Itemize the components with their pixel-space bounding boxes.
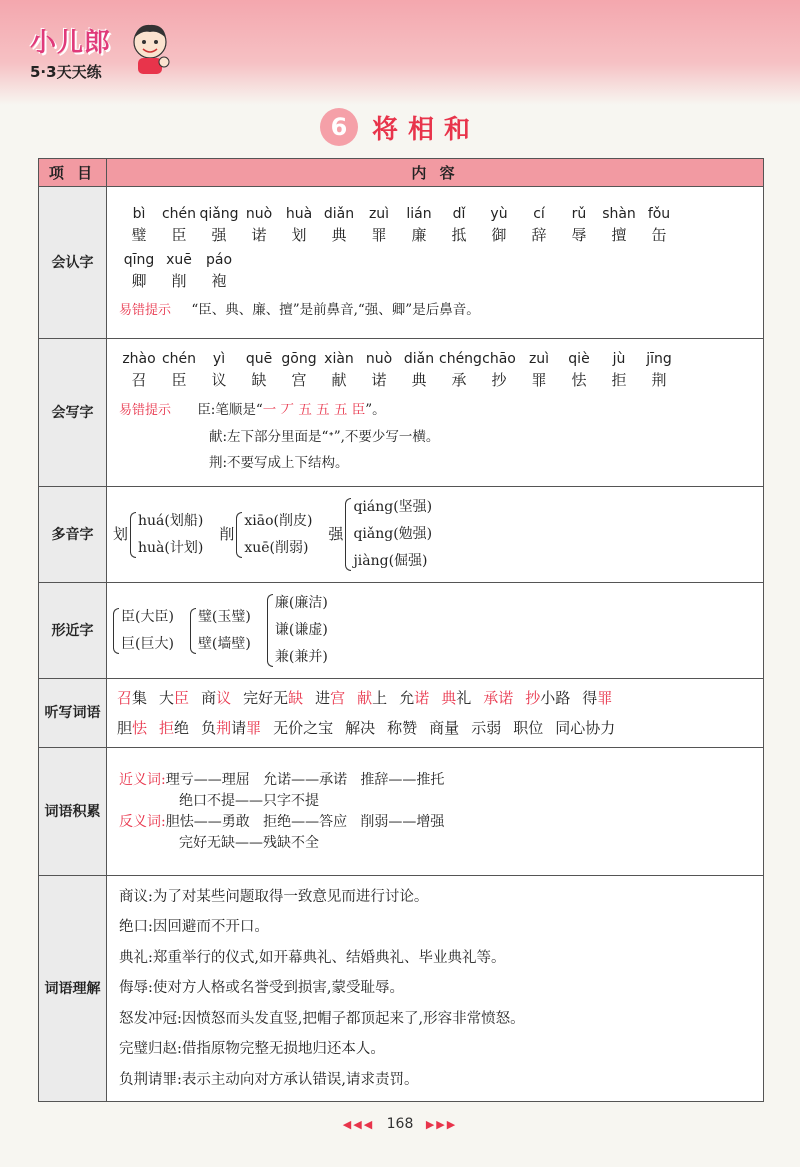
hanzi: 抄 bbox=[491, 371, 507, 389]
table-header-row bbox=[39, 159, 764, 187]
pinyin: jù bbox=[612, 351, 626, 367]
row-duoyinzi bbox=[39, 487, 764, 583]
lesson-title bbox=[0, 108, 800, 146]
hanzi: 廉 bbox=[411, 226, 427, 245]
dictation-word bbox=[315, 689, 345, 707]
definition-line: 侮辱:使对方人格或名誉受到损害,蒙受耻辱。 bbox=[119, 980, 404, 997]
char-cell bbox=[399, 204, 439, 246]
dictation-char: 同心协力 bbox=[555, 719, 616, 737]
char-cell bbox=[479, 204, 519, 246]
pinyin: rǔ bbox=[571, 206, 587, 223]
brace-groups bbox=[113, 590, 753, 671]
pinyin: páo bbox=[205, 252, 233, 269]
header-item: 项 目 bbox=[39, 159, 107, 187]
brace-icon bbox=[345, 498, 351, 571]
row-huirenzi bbox=[39, 187, 764, 339]
brace-item: 廉(廉洁) bbox=[274, 595, 328, 611]
synonym-text: 绝口不提——只字不提 bbox=[179, 792, 319, 809]
brand-logo-area bbox=[30, 22, 111, 82]
hanzi: 缶 bbox=[651, 226, 667, 245]
study-table bbox=[38, 158, 764, 1102]
char-cell bbox=[119, 250, 159, 292]
dictation-word bbox=[243, 689, 303, 707]
brace-icon bbox=[190, 608, 196, 654]
row-label-text: 词语理解 bbox=[44, 980, 101, 997]
brace-head-char: 削 bbox=[219, 525, 235, 544]
dictation-word bbox=[471, 719, 501, 737]
hanzi: 御 bbox=[491, 226, 507, 245]
pinyin-row bbox=[119, 250, 753, 292]
tip-text: “臣、典、廉、擅”是前鼻音,“强、卿”是后鼻音。 bbox=[191, 302, 480, 319]
dictation-key-char: 召 bbox=[117, 689, 133, 707]
char-cell bbox=[599, 349, 639, 391]
dictation-key-char: 罪 bbox=[246, 719, 262, 737]
synonym-text: 理亏——理屈 允诺——承诺 推辞——推托 bbox=[165, 771, 445, 788]
brace-group bbox=[190, 604, 251, 658]
tip-text: 臣:笔顺是“ bbox=[197, 402, 263, 418]
char-cell bbox=[319, 349, 359, 391]
dictation-char: 商 bbox=[201, 689, 217, 707]
dictation-word bbox=[357, 689, 387, 707]
brace-group bbox=[328, 494, 432, 575]
pinyin: xiàn bbox=[324, 351, 354, 367]
hanzi: 献 bbox=[331, 371, 347, 389]
char-cell bbox=[159, 204, 199, 246]
top-banner bbox=[0, 0, 800, 105]
char-cell bbox=[159, 250, 199, 292]
hanzi: 典 bbox=[331, 226, 347, 245]
brace-item: 璧(玉璧) bbox=[197, 608, 251, 625]
dictation-word bbox=[441, 689, 471, 707]
brace-item: xiāo(削皮) bbox=[244, 512, 313, 529]
hanzi: 卿 bbox=[131, 272, 147, 291]
dictation-word bbox=[429, 719, 459, 737]
page-footer bbox=[0, 1116, 800, 1132]
hanzi: 议 bbox=[211, 371, 227, 389]
pinyin: chén bbox=[161, 206, 197, 223]
brace-icon bbox=[236, 512, 242, 558]
dictation-word bbox=[345, 719, 375, 737]
synonym-line bbox=[119, 770, 753, 791]
dictation-char: 商量 bbox=[429, 719, 460, 737]
dictation-key-char: 荆 bbox=[216, 719, 232, 737]
dictation-word bbox=[555, 719, 615, 737]
dictation-key-char: 宫 bbox=[330, 689, 346, 707]
pinyin: yì bbox=[212, 351, 226, 367]
dictation-char: 小路 bbox=[540, 689, 571, 707]
row-label: 多音字 bbox=[39, 487, 107, 583]
lesson-number-badge: 6 bbox=[320, 108, 358, 146]
brand-logo: 小儿郎 bbox=[30, 28, 112, 58]
definition-line: 商议:为了对某些问题取得一致意见而进行讨论。 bbox=[119, 888, 429, 905]
brace-group bbox=[267, 590, 328, 671]
dictation-char: 负 bbox=[201, 719, 217, 737]
tip-text: 荆:不要写成上下结构。 bbox=[209, 455, 349, 471]
char-cell bbox=[279, 349, 319, 391]
page-number: 168 bbox=[386, 1116, 414, 1132]
dictation-char: 完好无 bbox=[243, 689, 289, 707]
hanzi: 诺 bbox=[251, 226, 267, 245]
hanzi: 削 bbox=[171, 272, 187, 291]
dictation-word bbox=[201, 689, 231, 707]
hanzi: 诺 bbox=[371, 371, 387, 389]
tingxie-content bbox=[107, 679, 764, 748]
mascot-icon bbox=[128, 22, 172, 76]
dictation-word bbox=[273, 719, 333, 737]
char-cell bbox=[199, 250, 239, 292]
brace-group bbox=[113, 508, 203, 562]
brace-items bbox=[198, 604, 251, 658]
row-huixiezi bbox=[39, 339, 764, 487]
hanzi: 罪 bbox=[531, 371, 547, 389]
char-cell bbox=[639, 349, 679, 391]
char-cell bbox=[439, 349, 482, 391]
char-cell bbox=[199, 349, 239, 391]
tip-label: 易错提示 bbox=[119, 303, 172, 319]
pinyin: nuò bbox=[365, 351, 393, 367]
pinyin: chāo bbox=[482, 351, 516, 367]
char-cell bbox=[359, 204, 399, 246]
lesson-title-text: 将相和 bbox=[371, 114, 480, 145]
dictation-word bbox=[513, 719, 543, 737]
row-label-text: 词语积累 bbox=[44, 803, 101, 820]
definition-line: 典礼:郑重举行的仪式,如开幕典礼、结婚典礼、毕业典礼等。 bbox=[119, 949, 506, 966]
row-xingjinzi bbox=[39, 583, 764, 679]
dictation-char: 职位 bbox=[513, 719, 544, 737]
char-cell bbox=[639, 204, 679, 246]
tingxie-line bbox=[117, 683, 759, 713]
definition-line: 绝口:因回避而不开口。 bbox=[119, 919, 269, 936]
dictation-char: 进 bbox=[315, 689, 331, 707]
definition-line: 怒发冲冠:因愤怒而头发直竖,把帽子都顶起来了,形容非常愤怒。 bbox=[119, 1010, 525, 1027]
brace-groups bbox=[113, 494, 753, 575]
dictation-word bbox=[387, 719, 417, 737]
dictation-word bbox=[159, 689, 189, 707]
char-cell bbox=[559, 204, 599, 246]
row-jilei bbox=[39, 748, 764, 876]
jilei-content bbox=[107, 748, 764, 876]
dictation-char: 示弱 bbox=[471, 719, 502, 737]
dictation-key-char: 议 bbox=[216, 689, 232, 707]
pinyin: dǐ bbox=[452, 206, 466, 223]
dictation-char: 无价之宝 bbox=[273, 719, 334, 737]
pinyin: quē bbox=[245, 351, 273, 367]
brace-item: 兼(兼并) bbox=[274, 649, 328, 665]
pinyin: zhào bbox=[122, 351, 156, 367]
antonym-text: 胆怯——勇敢 拒绝——答应 削弱——增强 bbox=[165, 813, 445, 830]
row-label bbox=[39, 679, 107, 748]
row-label: 形近字 bbox=[39, 583, 107, 679]
dictation-key-char: 典 bbox=[441, 689, 457, 707]
dictation-key-char: 承诺 bbox=[483, 689, 514, 707]
stroke-order: 一 丆 五 五 五 臣 bbox=[262, 402, 366, 418]
tip-text: ”。 bbox=[365, 402, 386, 418]
char-cell bbox=[119, 349, 159, 391]
pinyin: qiè bbox=[568, 351, 590, 367]
brace-items bbox=[138, 508, 203, 562]
hanzi: 璧 bbox=[131, 226, 147, 245]
next-arrows-icon: ▶▶▶ bbox=[425, 1118, 458, 1131]
dictation-word bbox=[582, 689, 612, 707]
brace-head-char: 划 bbox=[113, 525, 129, 544]
dictation-word bbox=[201, 719, 261, 737]
brace-item: qiǎng(勉强) bbox=[353, 526, 433, 542]
dictation-key-char: 诺 bbox=[414, 689, 430, 707]
tingxie-line bbox=[117, 713, 759, 743]
hanzi: 怯 bbox=[571, 371, 587, 389]
hanzi: 臣 bbox=[171, 371, 187, 389]
dictation-key-char: 缺 bbox=[288, 689, 304, 707]
pinyin: diǎn bbox=[323, 206, 355, 223]
char-cell bbox=[519, 204, 559, 246]
antonym-label: 反义词: bbox=[119, 813, 166, 830]
pinyin: shàn bbox=[602, 206, 636, 223]
dictation-key-char: 怯 bbox=[132, 719, 148, 737]
char-cell bbox=[239, 204, 279, 246]
dictation-char: 请 bbox=[231, 719, 247, 737]
brace-items bbox=[244, 508, 312, 562]
brace-icon bbox=[113, 608, 119, 654]
pinyin: chén bbox=[161, 351, 197, 367]
brace-head-char: 强 bbox=[328, 525, 344, 544]
char-cell bbox=[159, 349, 199, 391]
dictation-char: 得 bbox=[582, 689, 598, 707]
brace-item: 谦(谦虚) bbox=[274, 622, 328, 638]
dictation-word bbox=[117, 719, 147, 737]
brace-item: huà(计划) bbox=[138, 539, 204, 556]
hanzi: 荆 bbox=[651, 371, 667, 389]
hanzi: 典 bbox=[411, 371, 427, 389]
row-label: 会认字 bbox=[39, 187, 107, 339]
row-lijie bbox=[39, 876, 764, 1102]
lijie-content bbox=[107, 876, 764, 1102]
hanzi: 袍 bbox=[211, 272, 227, 291]
brace-icon bbox=[267, 594, 273, 667]
tip-line bbox=[119, 397, 753, 424]
dictation-word bbox=[525, 689, 570, 707]
pinyin: lián bbox=[406, 206, 432, 223]
pinyin-row bbox=[119, 349, 753, 391]
hanzi: 缺 bbox=[251, 371, 267, 389]
synonym-label: 近义词: bbox=[119, 771, 166, 788]
char-cell bbox=[599, 204, 639, 246]
dictation-word bbox=[399, 689, 429, 707]
char-cell bbox=[519, 349, 559, 391]
hanzi: 划 bbox=[291, 226, 307, 245]
tip-label: 易错提示 bbox=[119, 403, 172, 418]
dictation-char: 称赞 bbox=[387, 719, 418, 737]
hanzi: 强 bbox=[211, 226, 227, 245]
pinyin: bì bbox=[132, 206, 146, 223]
dictation-key-char: 献 bbox=[357, 689, 373, 707]
pinyin: chéng bbox=[439, 351, 482, 367]
char-cell bbox=[319, 204, 359, 246]
antonym-text: 完好无缺——残缺不全 bbox=[179, 834, 319, 851]
hanzi: 辞 bbox=[531, 226, 547, 245]
brace-item: 壁(墙壁) bbox=[197, 635, 251, 652]
row-tingxie bbox=[39, 679, 764, 748]
row-label bbox=[39, 876, 107, 1102]
char-cell bbox=[479, 349, 519, 391]
brace-item: 巨(巨大) bbox=[121, 635, 174, 652]
pinyin: huà bbox=[285, 206, 313, 223]
dictation-word bbox=[483, 689, 513, 707]
pinyin: yù bbox=[490, 206, 508, 223]
hanzi: 臣 bbox=[171, 226, 187, 245]
pinyin: xuē bbox=[166, 252, 192, 269]
dictation-char: 礼 bbox=[456, 689, 472, 707]
char-cell bbox=[279, 204, 319, 246]
hanzi: 罪 bbox=[371, 226, 387, 245]
hanzi: 宫 bbox=[291, 371, 307, 389]
dictation-char: 胆 bbox=[117, 719, 133, 737]
dictation-char: 大 bbox=[159, 689, 175, 707]
brace-icon bbox=[130, 512, 136, 558]
brace-group bbox=[113, 604, 174, 658]
brace-items bbox=[275, 590, 328, 671]
dictation-char: 解决 bbox=[345, 719, 376, 737]
char-cell bbox=[559, 349, 599, 391]
duoyinzi-content bbox=[107, 487, 764, 583]
char-cell bbox=[399, 349, 439, 391]
row-label: 会写字 bbox=[39, 339, 107, 487]
pinyin-row bbox=[119, 204, 753, 246]
row-label-text: 听写词语 bbox=[44, 705, 101, 721]
dictation-char: 上 bbox=[372, 689, 388, 707]
dictation-char: 允 bbox=[399, 689, 415, 707]
huixiezi-content bbox=[107, 339, 764, 487]
definition-line: 完璧归赵:借指原物完整无损地归还本人。 bbox=[119, 1041, 385, 1058]
brace-items bbox=[353, 494, 432, 575]
pinyin: qīng bbox=[123, 252, 155, 269]
char-cell bbox=[239, 349, 279, 391]
brace-item: qiáng(坚强) bbox=[353, 499, 433, 515]
brace-item: 臣(大臣) bbox=[121, 608, 174, 625]
header-content: 内 容 bbox=[107, 159, 764, 187]
hanzi: 承 bbox=[451, 371, 467, 389]
row-label bbox=[39, 748, 107, 876]
char-cell bbox=[359, 349, 399, 391]
dictation-word bbox=[117, 689, 147, 707]
pinyin: fǒu bbox=[647, 206, 671, 223]
char-cell bbox=[199, 204, 239, 246]
pinyin: gōng bbox=[281, 351, 317, 367]
dictation-char: 绝 bbox=[174, 719, 190, 737]
pinyin: qiǎng bbox=[199, 206, 239, 223]
brand-series: 5·3天天练 bbox=[30, 63, 102, 81]
char-cell bbox=[439, 204, 479, 246]
hanzi: 抵 bbox=[451, 226, 467, 245]
brace-items bbox=[121, 604, 174, 658]
hanzi: 擅 bbox=[611, 226, 627, 245]
dictation-key-char: 罪 bbox=[597, 689, 613, 707]
brace-item: huá(划船) bbox=[138, 512, 204, 529]
huirenzi-content bbox=[107, 187, 764, 339]
pinyin: zuì bbox=[368, 206, 390, 223]
brace-group bbox=[219, 508, 312, 562]
prev-arrows-icon: ◀◀◀ bbox=[342, 1118, 375, 1131]
pinyin: nuò bbox=[245, 206, 273, 223]
char-cell bbox=[119, 204, 159, 246]
dictation-key-char: 拒 bbox=[159, 719, 175, 737]
hanzi: 召 bbox=[131, 371, 147, 389]
pinyin: diǎn bbox=[403, 351, 435, 367]
pinyin: jīng bbox=[646, 351, 672, 367]
pinyin: cí bbox=[533, 206, 545, 223]
pinyin: zuì bbox=[528, 351, 550, 367]
definition-line: 负荆请罪:表示主动向对方承认错误,请求责罚。 bbox=[119, 1071, 419, 1088]
tip-text: 献:左下部分里面是“ᐩ”,不要少写一横。 bbox=[209, 429, 440, 445]
dictation-char: 集 bbox=[132, 689, 148, 707]
dictation-key-char: 臣 bbox=[174, 689, 190, 707]
tip-line bbox=[119, 300, 753, 321]
dictation-word bbox=[159, 719, 189, 737]
hanzi: 辱 bbox=[571, 226, 587, 245]
brace-item: jiàng(倔强) bbox=[353, 553, 428, 569]
xingjinzi-content bbox=[107, 583, 764, 679]
brace-item: xuē(削弱) bbox=[244, 539, 309, 556]
dictation-key-char: 抄 bbox=[525, 689, 541, 707]
hanzi: 拒 bbox=[611, 371, 627, 389]
antonym-line bbox=[119, 812, 753, 833]
